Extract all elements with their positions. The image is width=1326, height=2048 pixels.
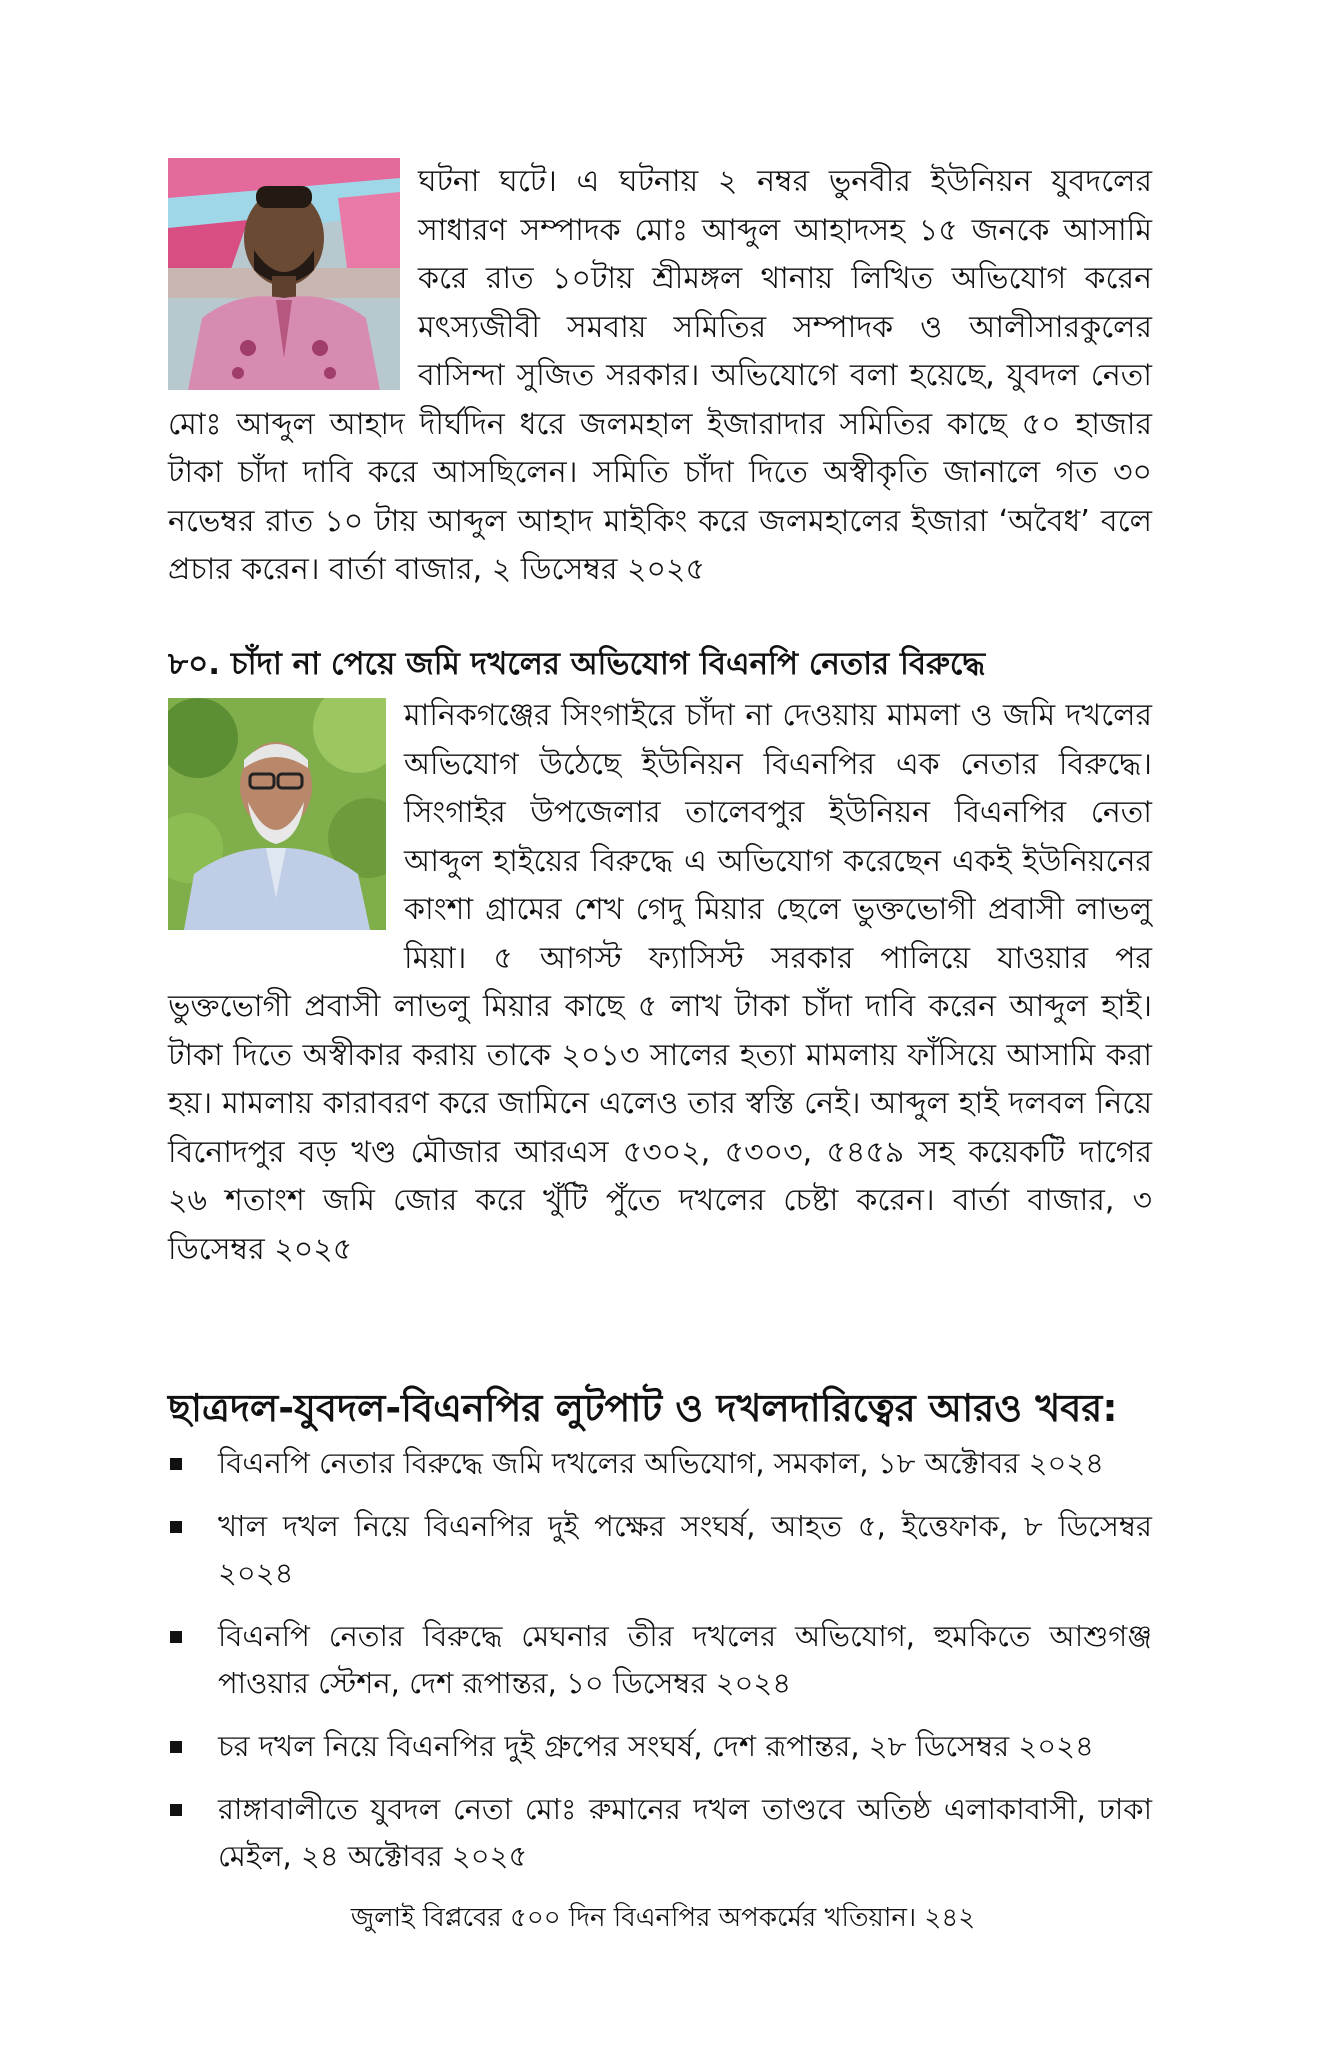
article-79 (168, 158, 1152, 595)
list-item: খাল দখল নিয়ে বিএনপির দুই পক্ষের সংঘর্ষ, আহত ৫, ইত্তেফাক, ৮ ডিসেম্বর ২০২৪ (168, 1503, 1152, 1597)
list-item: বিএনপি নেতার বিরুদ্ধে জমি দখলের অভিযোগ, সমকাল, ১৮ অক্টোবর ২০২৪ (168, 1440, 1152, 1487)
article-80-body: মানিকগঞ্জের সিংগাইরে চাঁদা না দেওয়ায় মামলা ও জমি দখলের অভিযোগ উঠেছে ইউনিয়ন বিএনপির এক নেতার বিরুদ্ধে। সিংগাইর উপজেলার তালেবপুর ইউনিয়ন বিএনপির নেতা আব্দুল হাইয়ের বিরুদ্ধে এ অভিযোগ করেছেন একই ইউনিয়নের কাংশা গ্রামের শেখ গেদু মিয়ার ছেলে ভুক্তভোগী প্রবাসী লাভলু মিয়া। ৫ আগস্ট ফ্যাসিস্ট সরকার পালিয়ে যাওয়ার পর ভুক্তভোগী প্রবাসী লাভলু মিয়ার কাছে ৫ লাখ টাকা চাঁদা দাবি করেন আব্দুল হাই। টাকা দিতে অস্বীকার করায় তাকে ২০১৩ সালের হত্যা মামলায় ফাঁসিয়ে আসামি করা হয়। মামলায় কারাবরণ করে জামিনে এলেও তার স্বস্তি নেই। আব্দুল হাই দলবল নিয়ে বিনোদপুর বড় খণ্ড মৌজার আরএস ৫৩০২, ৫৩০৩, ৫৪৫৯ সহ কয়েকটি দাগের ২৬ শতাংশ জমি জোর করে খুঁটি পুঁতে দখলের চেষ্টা করেন। বার্তা বাজার, ৩ ডিসেম্বর ২০২৫ (168, 698, 1152, 1267)
square-bullet-icon (170, 1521, 182, 1533)
more-news-list (168, 1440, 1152, 1896)
article-79-body: ঘটনা ঘটে। এ ঘটনায় ২ নম্বর ভুনবীর ইউনিয়ন যুবদলের সাধারণ সম্পাদক মোঃ আব্দুল আহাদসহ ১৫ জনকে আসামি করে রাত ১০টায় শ্রীমঙ্গল থানায় লিখিত অভিযোগ করেন মৎস্যজীবী সমবায় সমিতির সম্পাদক ও আলীসারকুলের বাসিন্দা সুজিত সরকার। অভিযোগে বলা হয়েছে, যুবদল নেতা মোঃ আব্দুল আহাদ দীর্ঘদিন ধরে জলমহাল ইজারাদার সমিতির কাছে ৫০ হাজার টাকা চাঁদা দাবি করে আসছিলেন। সমিতি চাঁদা দিতে অস্বীকৃতি জানালে গত ৩০ নভেম্বর রাত ১০ টায় আব্দুল আহাদ মাইকিং করে জলমহালের ইজারা ‘অবৈধ’ বলে প্রচার করেন। বার্তা বাজার, ২ ডিসেম্বর ২০২৫ (168, 164, 1152, 587)
list-item: বিএনপি নেতার বিরুদ্ধে মেঘনার তীর দখলের অভিযোগ, হুমকিতে আশুগঞ্জ পাওয়ার স্টেশন, দেশ রূপান্তর, ১০ ডিসেম্বর ২০২৪ (168, 1613, 1152, 1707)
square-bullet-icon (170, 1458, 182, 1470)
man-in-pink-kurta-image (168, 158, 400, 390)
elderly-man-portrait-image (168, 698, 386, 930)
page-footer: জুলাই বিপ্লবের ৫০০ দিন বিএনপির অপকর্মের খতিয়ান। ২৪২ (350, 1903, 976, 1933)
more-news-heading: ছাত্রদল-যুবদল-বিএনপির লুটপাট ও দখলদারিত্বের আরও খবর: (168, 1386, 1118, 1430)
square-bullet-icon (170, 1741, 182, 1753)
article-80-photo (168, 698, 386, 930)
article-80 (168, 640, 1152, 1274)
list-item: চর দখল নিয়ে বিএনপির দুই গ্রুপের সংঘর্ষ, দেশ রূপান্তর, ২৮ ডিসেম্বর ২০২৪ (168, 1723, 1152, 1770)
square-bullet-icon (170, 1631, 182, 1643)
square-bullet-icon (170, 1804, 182, 1816)
article-79-photo (168, 158, 400, 390)
article-80-heading: ৮০. চাঁদা না পেয়ে জমি দখলের অভিযোগ বিএনপি নেতার বিরুদ্ধে (168, 646, 986, 682)
list-item: রাঙ্গাবালীতে যুবদল নেতা মোঃ রুমানের দখল তাণ্ডবে অতিষ্ঠ এলাকাবাসী, ঢাকা মেইল, ২৪ অক্টোবর ২০২৫ (168, 1786, 1152, 1880)
